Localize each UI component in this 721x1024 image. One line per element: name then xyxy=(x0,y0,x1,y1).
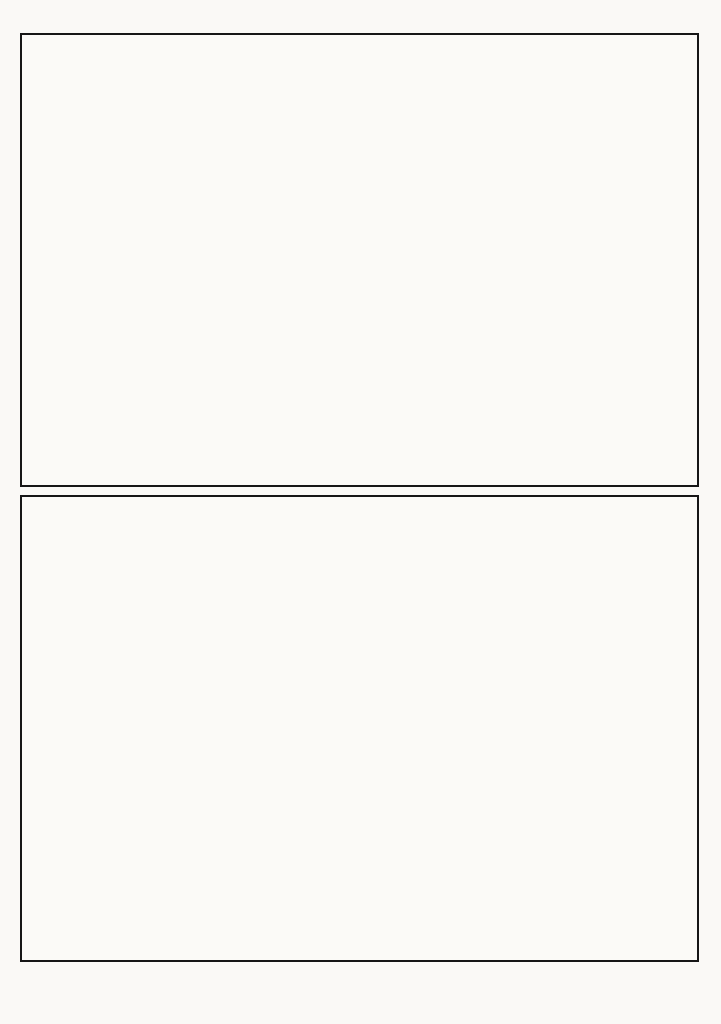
roster-table-top xyxy=(20,33,699,487)
roster-table-bottom xyxy=(20,495,699,962)
